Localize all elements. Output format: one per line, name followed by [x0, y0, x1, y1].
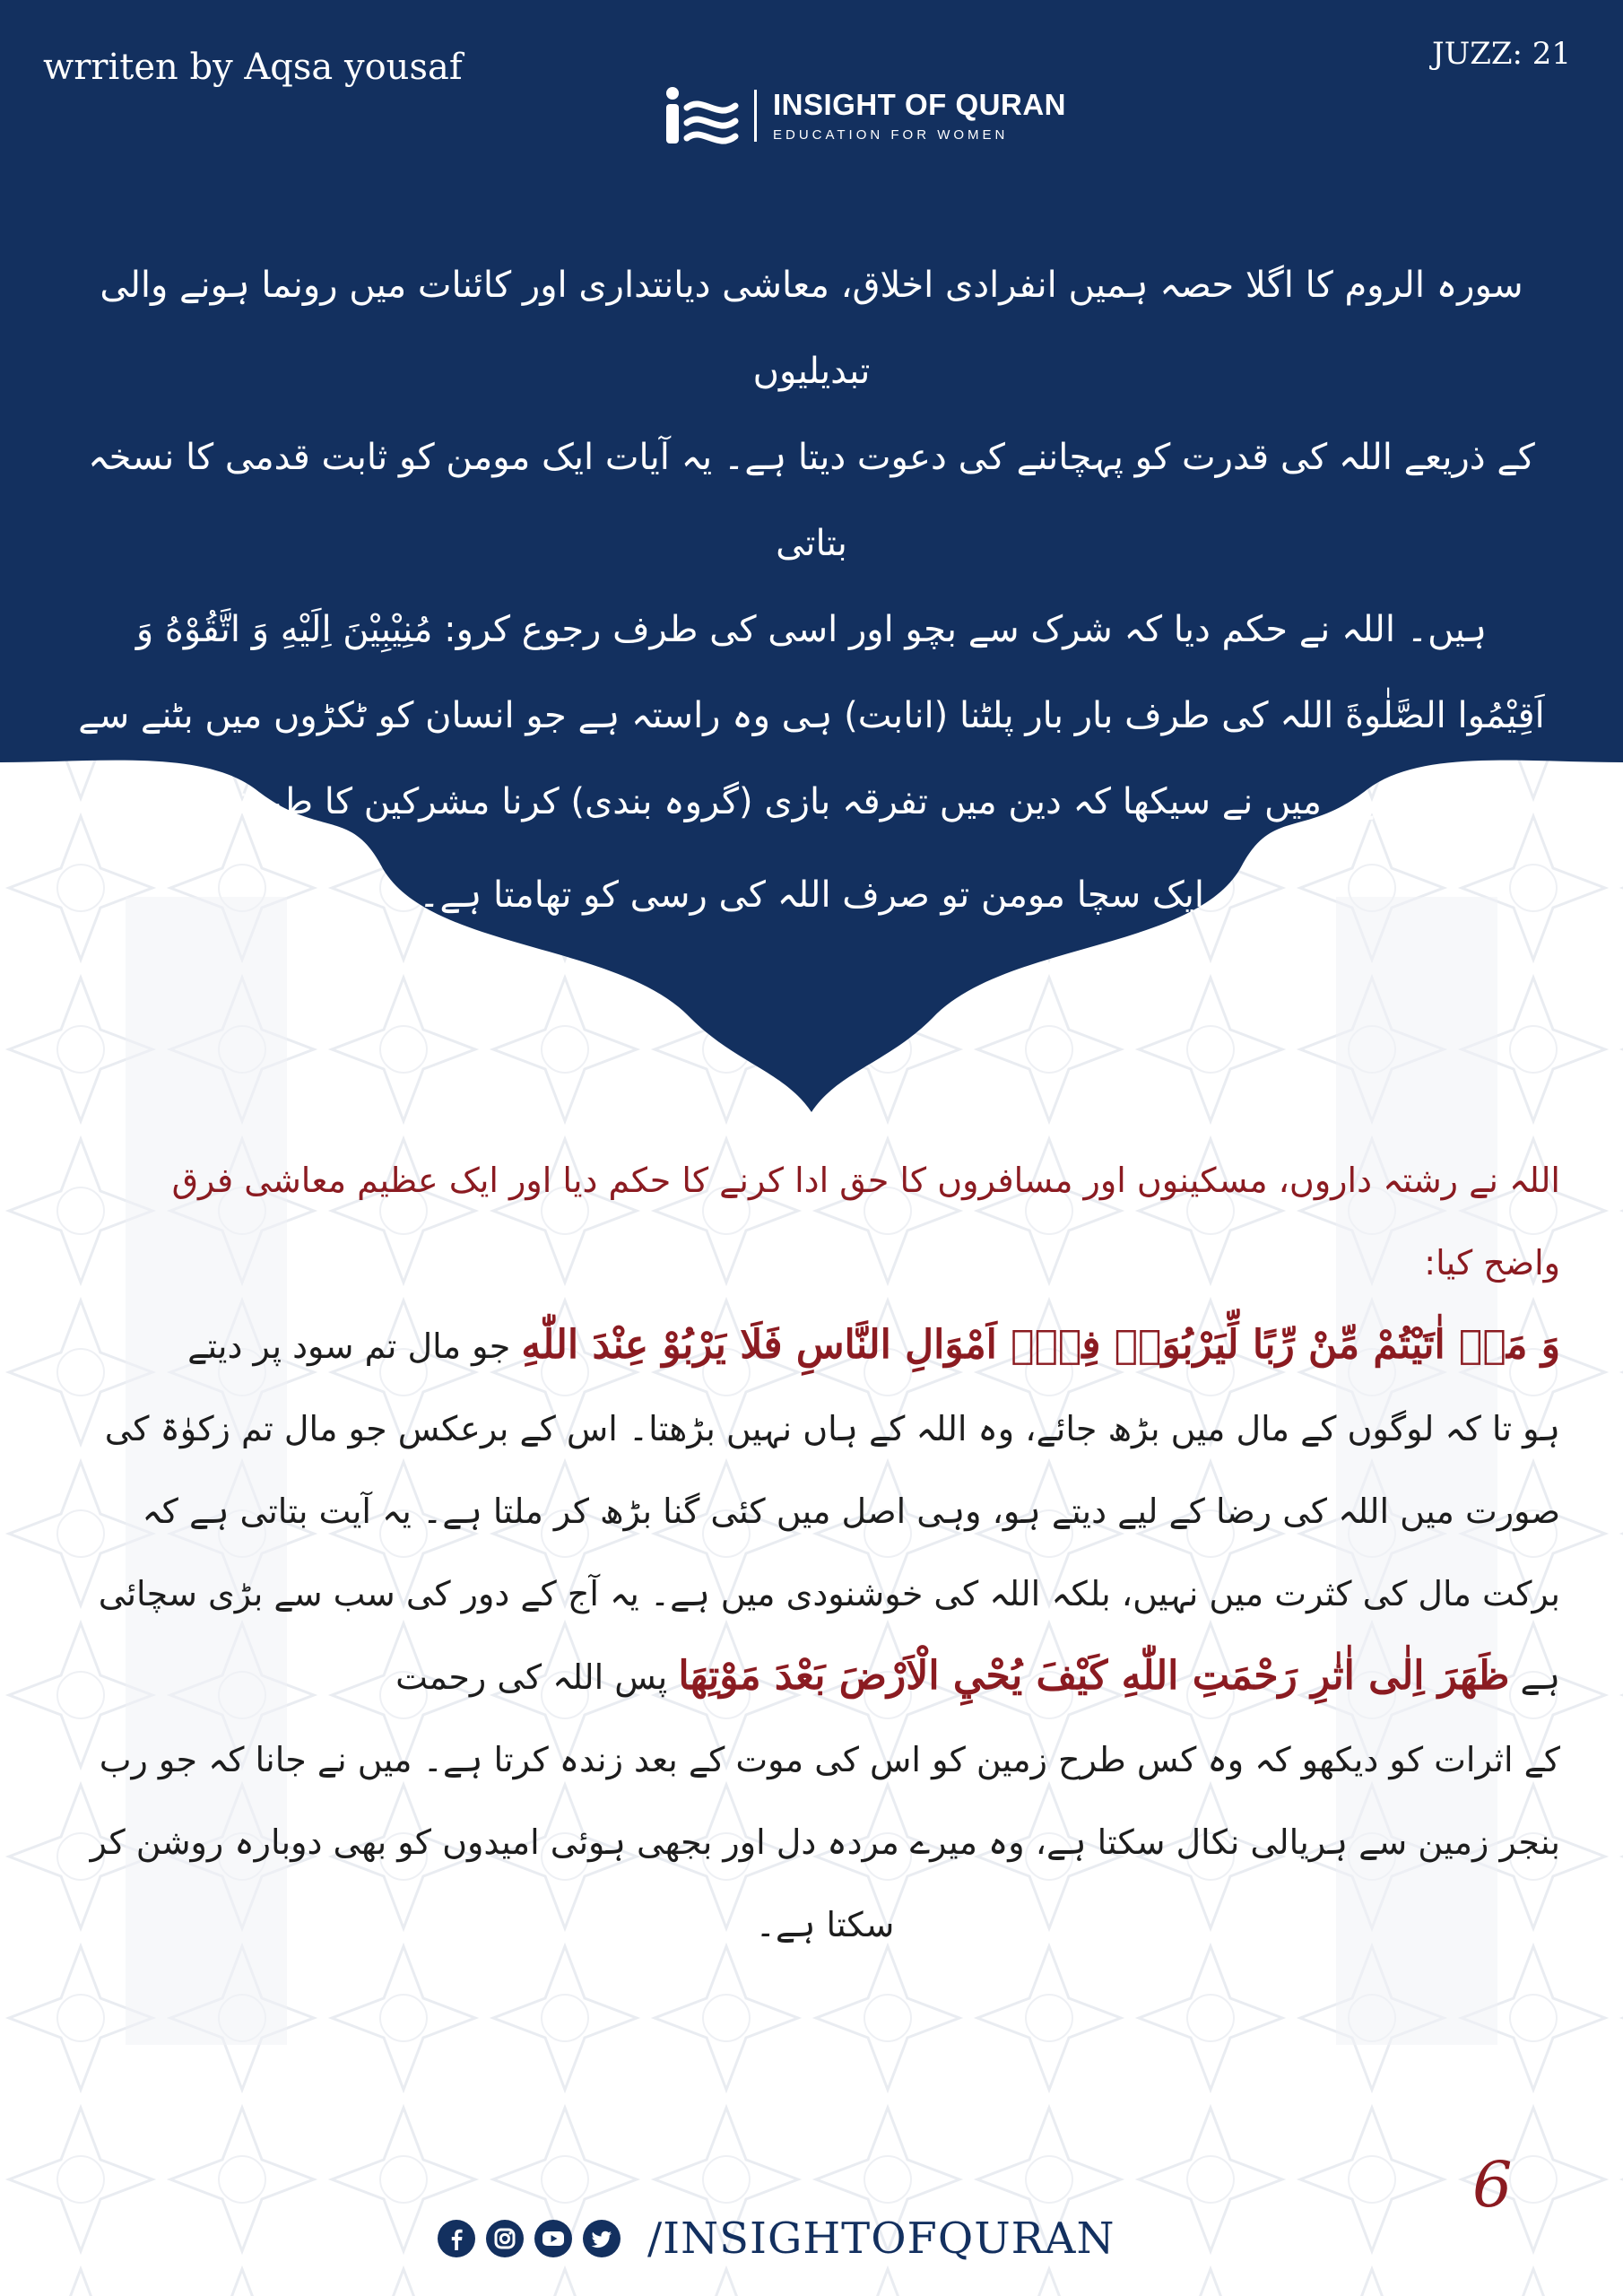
- body-line: [90, 1635, 1560, 1718]
- body-heading: اللہ نے رشتہ داروں، مسکینوں اور مسافروں کا حق ادا کرنے کا حکم دیا اور ایک عظیم معاشی فرق واضح کیا:: [171, 1161, 1560, 1283]
- logo-title: INSIGHT OF QURAN: [773, 88, 1066, 121]
- juzz-label: JUZZ: 21: [1431, 36, 1571, 72]
- logo-divider: [754, 90, 757, 142]
- body-line: صورت میں اللہ کی رضا کے لیے دیتے ہو، وہی اصل میں کئی گنا بڑھ کر ملتا ہے۔ یہ آیت بتاتی ہے کہ: [142, 1492, 1560, 1531]
- intro-line: ہیں۔ اللہ نے حکم دیا کہ شرک سے بچو اور اسی کی طرف رجوع کرو: مُنِيْبِيْنَ اِلَيْهِ وَ اتَّقُوْهُ وَ: [135, 609, 1488, 650]
- body-line: ہو تا کہ لوگوں کے مال میں بڑھ جائے، وہ اللہ کے ہاں نہیں بڑھتا۔ اس کے برعکس جو مال تم زکوٰۃ کی: [104, 1409, 1560, 1448]
- intro-line: کے ذریعے اللہ کی قدرت کو پہچاننے کی دعوت دیتا ہے۔ یہ آیات ایک مومن کو ثابت قدمی کا نسخہ بتاتی: [88, 437, 1535, 564]
- logo-subtitle: EDUCATION FOR WOMEN: [773, 127, 1009, 143]
- body-line: [90, 1304, 1560, 1387]
- body-text-segment: ہے: [1509, 1657, 1560, 1697]
- logo-mark-icon: [662, 81, 739, 152]
- youtube-icon[interactable]: [534, 2220, 572, 2257]
- intro-line: بچاتا ہے۔ میں نے سیکھا کہ دین میں تفرقہ بازی (گروہ بندی) کرنا مشرکین کا طریقہ ہے،: [150, 781, 1473, 822]
- intro-line: سورہ الروم کا اگلا حصہ ہمیں انفرادی اخلاق، معاشی دیانتداری اور کائنات میں رونما ہونے والی تبدیلیوں: [100, 265, 1523, 392]
- intro-line: اَقِيْمُوا الصَّلٰوةَ اللہ کی طرف بار بار پلٹنا (انابت) ہی وہ راستہ ہے جو انسان کو ٹکڑوں میں بٹنے سے: [78, 695, 1545, 736]
- instagram-icon[interactable]: [486, 2220, 524, 2257]
- brand-logo: [662, 81, 1074, 152]
- body-paragraph: [90, 1139, 1560, 1966]
- body-line: کے اثرات کو دیکھو کہ وہ کس طرح زمین کو اس کی موت کے بعد زندہ کرتا ہے۔ میں نے جانا کہ جو رب: [99, 1740, 1560, 1779]
- page-number: 6: [1472, 2148, 1513, 2222]
- facebook-icon[interactable]: [438, 2220, 475, 2257]
- twitter-icon[interactable]: [583, 2220, 621, 2257]
- author-credit: wrriten by Aqsa yousaf: [43, 47, 463, 88]
- body-line: سکتا ہے۔: [755, 1905, 895, 1944]
- body-line: بنجر زمین سے ہریالی نکال سکتا ہے، وہ میرے مردہ دل اور بجھی ہوئی امیدوں کو بھی دوبارہ روشن کر: [90, 1822, 1560, 1862]
- body-text-segment: پس اللہ کی رحمت: [395, 1657, 679, 1697]
- body-text-segment: جو مال تم سود پر دیتے: [187, 1326, 522, 1366]
- quran-verse: وَ مَاۤ اٰتَيْتُمْ مِّنْ رِّبًا لِّيَرْبُوَاۡ فِيۡۤ اَمْوَالِ النَّاسِ فَلَا يَرْبُوْ عِنْدَ اللّٰهِ: [521, 1322, 1560, 1368]
- intro-paragraph: [72, 242, 1551, 938]
- social-handle[interactable]: /INSIGHTOFQURAN: [647, 2213, 1115, 2264]
- quran-verse: ظَهَرَ اِلٰى اٰثٰرِ رَحْمَتِ اللّٰهِ كَيْفَ يُحْيِ الْاَرْضَ بَعْدَ مَوْتِهَا: [678, 1653, 1510, 1699]
- body-line: برکت مال کی کثرت میں نہیں، بلکہ اللہ کی خوشنودی میں ہے۔ یہ آج کے دور کی سب سے بڑی سچائی: [98, 1574, 1560, 1613]
- intro-line: ایک سچا مومن تو صرف اللہ کی رسی کو تھامتا ہے۔: [419, 874, 1204, 916]
- social-bar: [438, 2212, 1115, 2266]
